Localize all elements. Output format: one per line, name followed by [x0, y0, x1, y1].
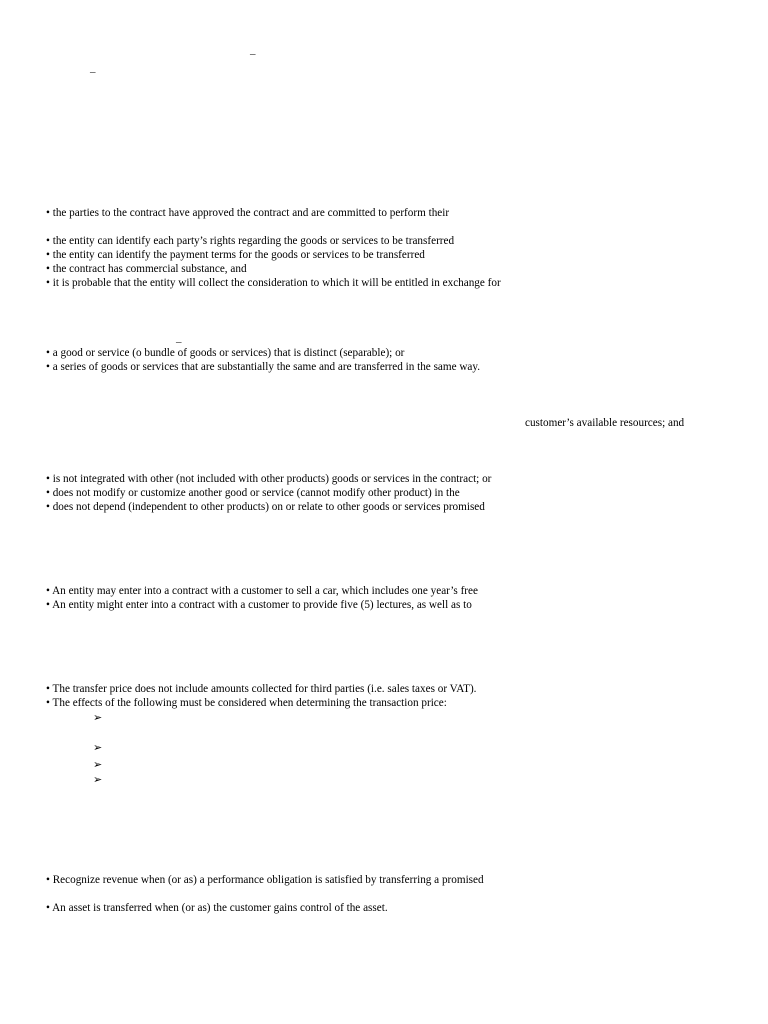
blank-underscore: _: [250, 44, 256, 56]
blank-underscore: _: [176, 332, 182, 344]
blank-underscore: _: [90, 62, 96, 74]
contract-criteria-item: • the entity can identify the payment terms for the goods or services to be transferred: [46, 249, 425, 261]
distinct-criteria-item: • is not integrated with other (not included with other products) goods or services in the contract; or: [46, 473, 492, 485]
contract-criteria-item: • the contract has commercial substance, and: [46, 263, 247, 275]
transaction-price-item: • The effects of the following must be considered when determining the transaction price:: [46, 697, 447, 709]
transaction-price-item: • The transfer price does not include amounts collected for third parties (i.e. sales taxes or VAT).: [46, 683, 477, 695]
contract-criteria-item: • it is probable that the entity will collect the consideration to which it will be entitled in exchange for: [46, 277, 501, 289]
text-fragment: customer’s available resources; and: [525, 417, 685, 429]
arrow-bullet-icon: ➢: [93, 742, 103, 754]
performance-obligation-item: • a series of goods or services that are substantially the same and are transferred in the same way.: [46, 361, 481, 373]
arrow-bullet-icon: ➢: [93, 712, 103, 724]
arrow-bullet-icon: ➢: [93, 774, 103, 786]
revenue-recognition-item: • An asset is transferred when (or as) the customer gains control of the asset.: [46, 902, 388, 914]
revenue-recognition-item: • Recognize revenue when (or as) a performance obligation is satisfied by transferring a promised: [46, 874, 484, 886]
arrow-bullet-icon: ➢: [93, 759, 103, 771]
example-item: • An entity may enter into a contract with a customer to sell a car, which includes one year’s free: [46, 585, 478, 597]
contract-criteria-item: • the entity can identify each party’s rights regarding the goods or services to be transferred: [46, 235, 455, 247]
example-item: • An entity might enter into a contract with a customer to provide five (5) lectures, as well as to: [46, 599, 472, 611]
contract-criteria-item: • the parties to the contract have approved the contract and are committed to perform their: [46, 207, 450, 219]
performance-obligation-item: • a good or service (o bundle of goods or services) that is distinct (separable); or: [46, 347, 405, 359]
distinct-criteria-item: • does not modify or customize another good or service (cannot modify other product) in the: [46, 487, 460, 499]
distinct-criteria-item: • does not depend (independent to other products) on or relate to other goods or services promised: [46, 501, 485, 513]
